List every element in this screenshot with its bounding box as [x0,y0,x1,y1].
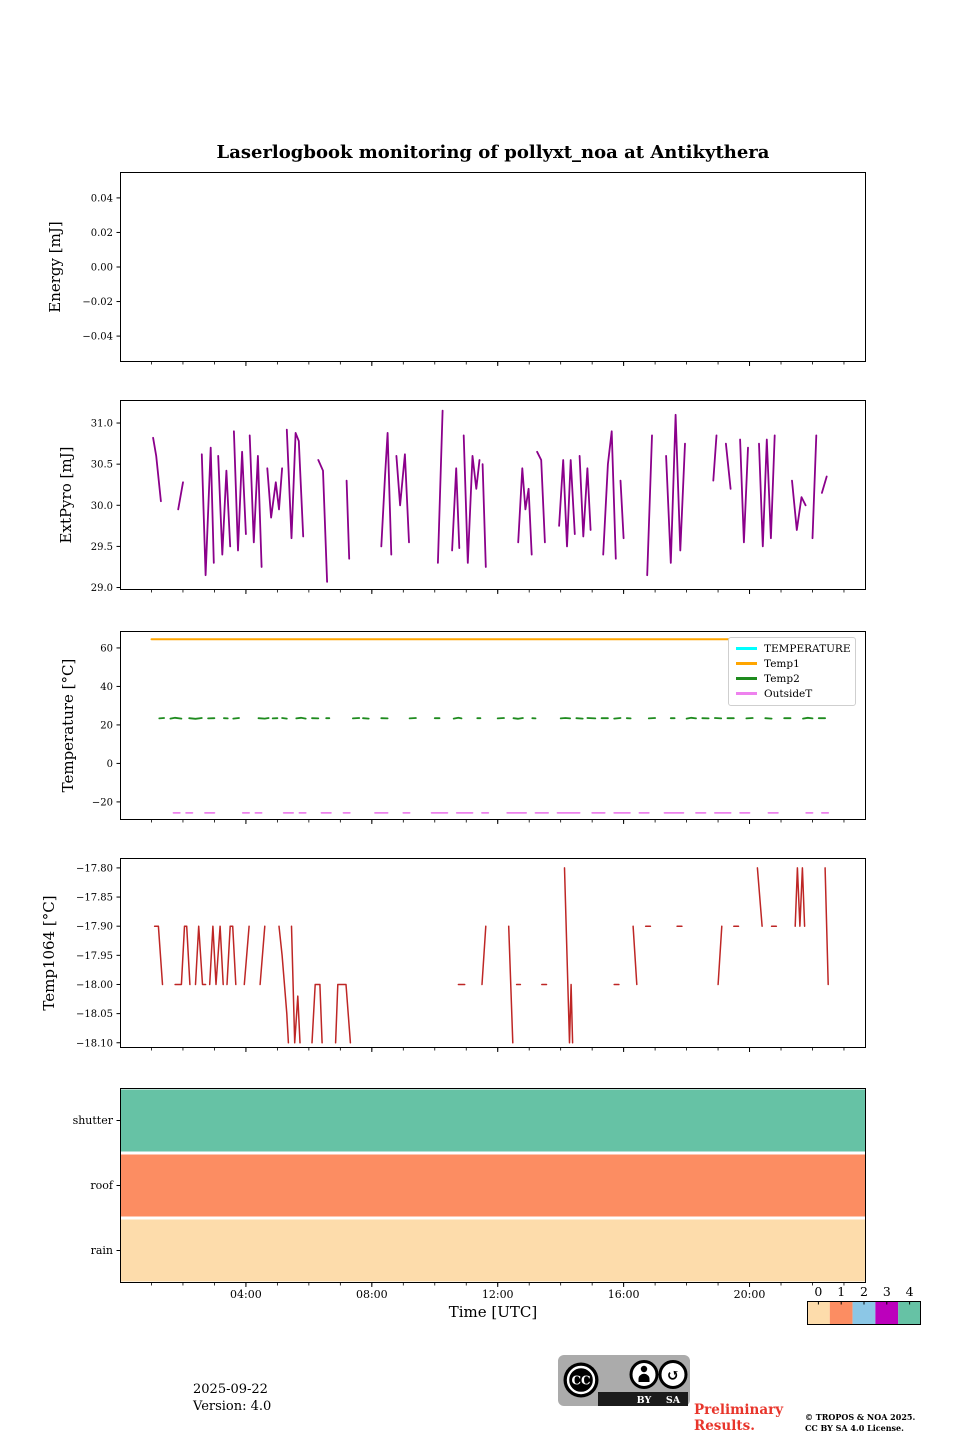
svg-text:roof: roof [90,1179,113,1192]
legend-item [736,641,851,656]
svg-text:29.0: 29.0 [90,583,113,595]
by-person-icon [631,1362,657,1388]
svg-text:Energy [mJ]: Energy [mJ] [46,221,64,313]
extpyro-chart [0,400,960,595]
svg-text:20: 20 [100,720,113,732]
cc-by-sa-badge [556,1355,692,1406]
date-text: 2025-09-22 [193,1382,268,1397]
sa-label: SA [665,1395,681,1406]
temp1064-chart [0,858,960,1048]
svg-text:−20: −20 [91,797,113,809]
legend-line-sample [736,647,757,649]
legend-label: TEMPERATURE [764,642,851,655]
svg-text:Temperature [°C]: Temperature [°C] [59,658,77,793]
legend-line-sample [736,692,757,694]
svg-text:−0.04: −0.04 [82,331,113,343]
by-label: BY [636,1395,652,1406]
version-text: Version: 4.0 [193,1399,272,1414]
svg-text:29.5: 29.5 [90,541,113,553]
svg-text:shutter: shutter [72,1114,113,1127]
preliminary-results-text: Preliminary Results. [694,1402,784,1434]
svg-text:30.5: 30.5 [90,459,113,471]
svg-text:−17.85: −17.85 [75,892,113,904]
svg-text:CC: CC [571,1373,591,1388]
svg-text:−18.05: −18.05 [75,1009,113,1021]
svg-text:−17.95: −17.95 [75,950,113,962]
svg-text:1: 1 [837,1284,846,1299]
svg-text:−18.10: −18.10 [75,1038,113,1050]
temperature-legend [728,637,856,706]
legend-item [736,686,848,701]
svg-text:−17.80: −17.80 [75,863,113,875]
legend-item [736,671,848,686]
svg-text:rain: rain [90,1244,113,1257]
svg-text:0.00: 0.00 [90,262,113,274]
svg-text:0.02: 0.02 [90,227,113,239]
svg-text:Temp1064 [°C]: Temp1064 [°C] [40,895,58,1011]
svg-text:0.04: 0.04 [90,193,113,205]
svg-text:12:00: 12:00 [481,1288,514,1301]
date-version-block [193,1381,271,1415]
svg-text:−0.02: −0.02 [82,297,113,309]
svg-text:40: 40 [100,681,113,693]
legend-label: Temp1 [764,657,800,670]
svg-text:↺: ↺ [666,1365,680,1385]
svg-text:ExtPyro [mJ]: ExtPyro [mJ] [57,446,75,544]
cc-logo-icon [564,1363,599,1398]
legend-line-sample [736,677,757,679]
svg-text:−17.90: −17.90 [75,921,113,933]
svg-text:30.0: 30.0 [90,500,113,512]
x-axis-label: Time [UTC] [448,1303,538,1321]
svg-text:16:00: 16:00 [607,1288,640,1301]
svg-text:4: 4 [905,1284,914,1299]
svg-text:2: 2 [860,1284,868,1299]
legend-label: OutsideT [764,687,813,700]
svg-text:0: 0 [106,758,113,770]
svg-text:3: 3 [882,1284,891,1299]
sa-arrow-icon [660,1362,686,1388]
svg-text:60: 60 [100,643,113,655]
svg-text:08:00: 08:00 [355,1288,388,1301]
figure-title: Laserlogbook monitoring of pollyxt_noa at Antikythera [216,142,770,163]
status-chart [0,1088,960,1301]
svg-text:20:00: 20:00 [733,1288,766,1301]
status-colorbar [0,1284,960,1330]
legend-line-sample [736,662,757,664]
legend-label: Temp2 [764,672,800,685]
svg-text:04:00: 04:00 [230,1288,262,1301]
copyright-text: © TROPOS & NOA 2025. CC BY SA 4.0 License. [805,1412,916,1433]
svg-text:31.0: 31.0 [90,418,113,430]
legend-item [736,656,848,671]
energy-chart [0,172,960,362]
svg-text:0: 0 [814,1284,823,1299]
svg-text:−18.00: −18.00 [75,979,113,991]
